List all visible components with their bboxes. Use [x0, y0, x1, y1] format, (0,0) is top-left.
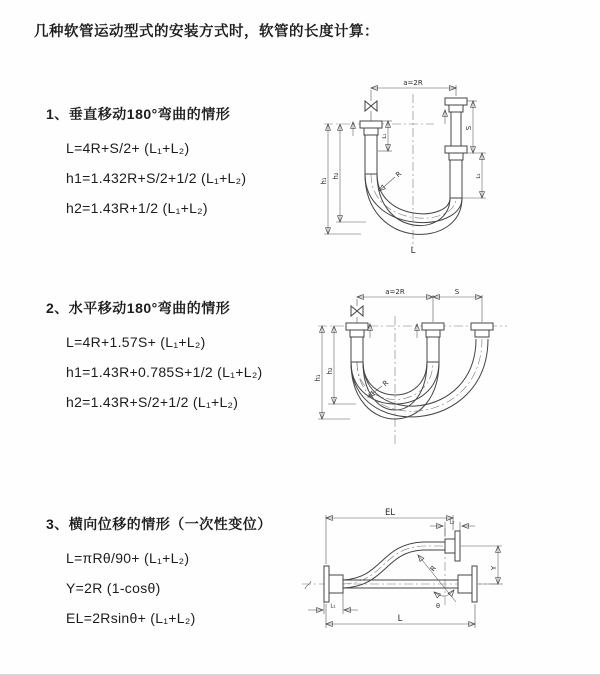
page-title: 几种软管运动型式的安装方式时，软管的长度计算：: [34, 24, 379, 40]
dim-label-l2: L₂: [449, 519, 455, 526]
radius-leader: [379, 170, 403, 191]
hose-arcs: [351, 339, 488, 419]
radius-label: R: [394, 169, 404, 180]
dim-label-h2: h₂: [332, 172, 340, 180]
dim-label-l1: L₁: [382, 133, 388, 139]
center-fitting: [422, 323, 444, 362]
dim-label-s: S: [454, 288, 460, 296]
left-fitting: [346, 323, 368, 362]
braided-hose: [427, 337, 439, 362]
diagram-vertical-180: [316, 76, 516, 256]
braided-hose: [351, 337, 363, 362]
length-label: L: [410, 246, 416, 256]
dim-label-span: a=2R: [385, 288, 405, 296]
dim-label-h2: h₂: [326, 367, 334, 375]
diagram-lateral-displacement: [298, 506, 510, 651]
valve-icon: [365, 90, 377, 121]
dim-label-span: a=2R: [403, 79, 423, 87]
formula-h2: h2=1.43R+S/2+1/2 (L₁+L₂): [66, 394, 239, 410]
left-flange: [324, 566, 343, 602]
left-fitting: [360, 121, 382, 174]
right-fitting: [471, 323, 493, 337]
hose-s-curve: [343, 542, 445, 588]
formula-EL: EL=2Rsinθ+ (L₁+L₂): [66, 610, 196, 626]
angle-theta: [434, 590, 454, 610]
section-2-heading: 2、水平移动180°弯曲的情形: [46, 300, 231, 316]
radius-label: R: [428, 564, 439, 574]
formula-h2: h2=1.43R+1/2 (L₁+L₂): [66, 200, 208, 216]
dim-label-el: EL: [384, 508, 396, 518]
formula-h1: h1=1.43R+0.785S+1/2 (L₁+L₂): [66, 364, 263, 380]
lower-right-flange: [458, 566, 477, 602]
section-3-heading: 3、横向位移的情形（一次性变位）: [46, 516, 272, 532]
break-mark: [305, 581, 311, 589]
dim-label-y: Y: [490, 565, 498, 571]
dim-label-l: L: [397, 614, 403, 624]
braided-hose: [365, 135, 377, 174]
hose-arcs: [365, 174, 462, 234]
section-lateral-displacement: [0, 514, 310, 640]
upper-right-flange: [445, 531, 460, 561]
formula-L: L=4R+S/2+ (L₁+L₂): [66, 140, 190, 156]
braided-hose: [450, 160, 462, 198]
centerlines: [324, 94, 434, 248]
diagram-horizontal-180: [312, 286, 512, 461]
section-horizontal-180: [0, 298, 310, 424]
valve-icon: [351, 299, 363, 323]
formula-h1: h1=1.432R+S/2+1/2 (L₁+L₂): [66, 170, 247, 186]
section-1-heading: 1、垂直移动180°弯曲的情形: [46, 106, 231, 122]
dim-label-l1: L₁: [330, 603, 336, 610]
radius-label: R: [381, 378, 391, 389]
dim-label-h1: h₁: [320, 177, 328, 185]
section-vertical-180: [0, 104, 310, 230]
angle-label: θ: [436, 602, 440, 610]
formula-L: L=πRθ/90+ (L₁+L₂): [66, 550, 190, 566]
formula-Y: Y=2R (1-cosθ): [66, 580, 161, 596]
dim-label-s: S: [465, 125, 473, 131]
dimension-lines: [314, 288, 482, 419]
formula-L: L=4R+1.57S+ (L₁+L₂): [66, 334, 206, 350]
dim-label-h1: h₁: [314, 374, 322, 382]
dim-label-l2: L₂: [476, 173, 482, 179]
radius-leader: [418, 555, 456, 602]
right-fitting: [445, 98, 467, 198]
